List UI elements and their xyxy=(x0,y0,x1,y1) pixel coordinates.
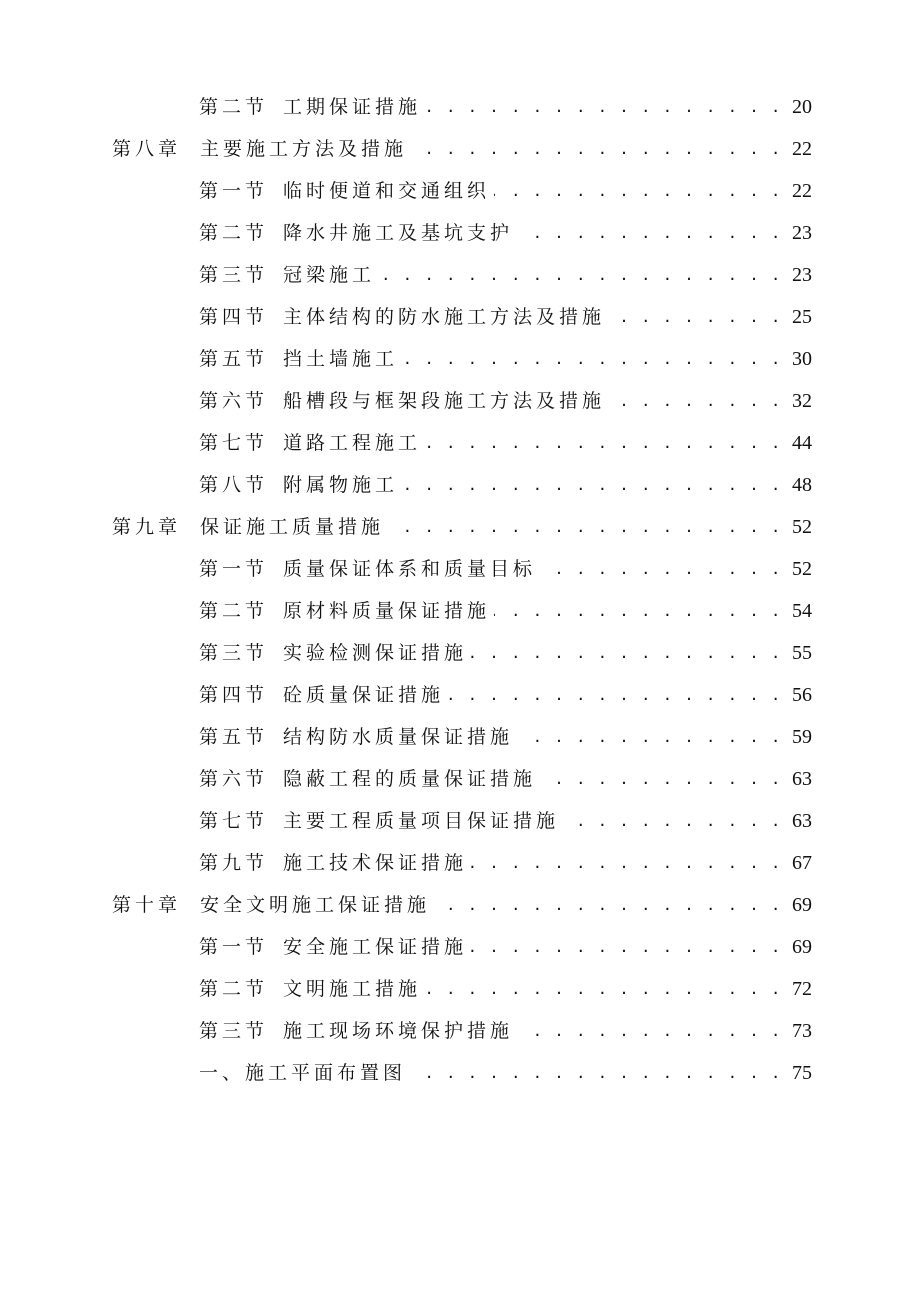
toc-entry-title: 主体结构的防水施工方法及措施 xyxy=(283,306,606,328)
toc-entry-number: 第五节 xyxy=(199,348,269,370)
toc-entry-page: 69 xyxy=(792,936,812,958)
toc-chapter-entry[interactable] xyxy=(0,884,812,926)
toc-leader-dots xyxy=(471,632,782,674)
toc-leader-dots xyxy=(388,506,782,548)
toc-entry-title: 附属物施工 xyxy=(283,474,399,496)
toc-entry-title: 临时便道和交通组织 xyxy=(283,180,491,202)
toc-entry-page: 22 xyxy=(792,138,812,160)
toc-leader-dots xyxy=(471,842,782,884)
toc-entry-title: 施工技术保证措施 xyxy=(283,852,468,874)
toc-entry-number: 第九章 xyxy=(112,516,182,538)
toc-leader-dots xyxy=(379,254,782,296)
toc-entry[interactable] xyxy=(0,842,812,884)
toc-leader-dots xyxy=(425,86,782,128)
toc-entry[interactable] xyxy=(0,170,812,212)
toc-entry-title: 原材料质量保证措施 xyxy=(283,600,491,622)
toc-subentry[interactable] xyxy=(0,1052,812,1094)
toc-entry-title: 道路工程施工 xyxy=(283,432,422,454)
toc-entry-page: 48 xyxy=(792,474,812,496)
toc-entry[interactable] xyxy=(0,968,812,1010)
toc-entry-page: 63 xyxy=(792,810,812,832)
toc-entry-page: 67 xyxy=(792,852,812,874)
toc-entry-page: 69 xyxy=(792,894,812,916)
toc-leader-dots xyxy=(402,464,782,506)
toc-entry[interactable] xyxy=(0,212,812,254)
toc-entry-number: 第三节 xyxy=(199,1020,269,1042)
toc-entry-page: 20 xyxy=(792,96,812,118)
toc-entry-page: 54 xyxy=(792,600,812,622)
toc-entry-page: 30 xyxy=(792,348,812,370)
toc-entry-title: 工期保证措施 xyxy=(283,96,422,118)
toc-entry-number: 第一节 xyxy=(199,558,269,580)
toc-entry-title: 文明施工措施 xyxy=(283,978,422,1000)
toc-leader-dots xyxy=(410,1052,782,1094)
toc-leader-dots xyxy=(540,548,782,590)
toc-leader-dots xyxy=(494,590,782,632)
toc-entry-page: 25 xyxy=(792,306,812,328)
toc-entry-page: 55 xyxy=(792,642,812,664)
toc-entry-title: 挡土墙施工 xyxy=(283,348,399,370)
toc-leader-dots xyxy=(448,674,782,716)
toc-entry[interactable] xyxy=(0,464,812,506)
toc-entry-title: 质量保证体系和质量目标 xyxy=(283,558,537,580)
toc-leader-dots xyxy=(471,926,782,968)
toc-entry[interactable] xyxy=(0,254,812,296)
toc-entry-number: 第六节 xyxy=(199,768,269,790)
toc-entry-page: 44 xyxy=(792,432,812,454)
toc-entry-page: 75 xyxy=(792,1062,812,1084)
toc-entry[interactable] xyxy=(0,926,812,968)
toc-entry-title: 主要工程质量项目保证措施 xyxy=(283,810,560,832)
toc-leader-dots xyxy=(434,884,782,926)
toc-chapter-entry[interactable] xyxy=(0,128,812,170)
toc-entry-number: 第二节 xyxy=(199,978,269,1000)
toc-entry-title: 砼质量保证措施 xyxy=(283,684,445,706)
toc-entry[interactable] xyxy=(0,800,812,842)
toc-entry-number: 第一节 xyxy=(199,180,269,202)
toc-entry-number: 第二节 xyxy=(199,222,269,244)
toc-leader-dots xyxy=(494,170,782,212)
toc-entry[interactable] xyxy=(0,758,812,800)
toc-leader-dots xyxy=(411,128,782,170)
toc-entry-page: 73 xyxy=(792,1020,812,1042)
toc-leader-dots xyxy=(517,716,782,758)
toc-entry-page: 32 xyxy=(792,390,812,412)
toc-leader-dots xyxy=(563,800,782,842)
toc-chapter-entry[interactable] xyxy=(0,506,812,548)
toc-leader-dots xyxy=(517,1010,782,1052)
toc-entry[interactable] xyxy=(0,296,812,338)
toc-entry-page: 23 xyxy=(792,264,812,286)
toc-entry[interactable] xyxy=(0,1010,812,1052)
toc-entry-title: 结构防水质量保证措施 xyxy=(283,726,514,748)
toc-leader-dots xyxy=(402,338,782,380)
toc-entry-number: 第八章 xyxy=(112,138,182,160)
toc-entry[interactable] xyxy=(0,548,812,590)
toc-entry-title: 冠梁施工 xyxy=(283,264,376,286)
toc-entry-page: 52 xyxy=(792,558,812,580)
toc-entry-number: 第四节 xyxy=(199,684,269,706)
toc-entry-page: 56 xyxy=(792,684,812,706)
toc-entry-number: 第四节 xyxy=(199,306,269,328)
toc-entry-title: 船槽段与框架段施工方法及措施 xyxy=(283,390,606,412)
toc-entry-title: 实验检测保证措施 xyxy=(283,642,468,664)
toc-entry-title: 施工现场环境保护措施 xyxy=(283,1020,514,1042)
toc-leader-dots xyxy=(425,968,782,1010)
toc-entry-number: 第三节 xyxy=(199,264,269,286)
toc-entry-page: 72 xyxy=(792,978,812,1000)
toc-entry-number: 第六节 xyxy=(199,390,269,412)
toc-entry[interactable] xyxy=(0,422,812,464)
toc-entry-number: 第一节 xyxy=(199,936,269,958)
toc-entry-number: 第七节 xyxy=(199,432,269,454)
toc-leader-dots xyxy=(609,380,782,422)
toc-entry[interactable] xyxy=(0,716,812,758)
toc-entry[interactable] xyxy=(0,380,812,422)
toc-entry-number: 第九节 xyxy=(199,852,269,874)
toc-entry-number: 第三节 xyxy=(199,642,269,664)
toc-entry-number: 第七节 xyxy=(199,810,269,832)
toc-entry-title: 降水井施工及基坑支护 xyxy=(283,222,514,244)
toc-entry-page: 63 xyxy=(792,768,812,790)
table-of-contents xyxy=(0,86,920,1094)
toc-entry[interactable] xyxy=(0,338,812,380)
toc-leader-dots xyxy=(425,422,782,464)
toc-entry-page: 22 xyxy=(792,180,812,202)
toc-entry[interactable] xyxy=(0,86,812,128)
toc-entry[interactable] xyxy=(0,632,812,674)
toc-entry-title: 保证施工质量措施 xyxy=(200,516,385,538)
toc-leader-dots xyxy=(517,212,782,254)
toc-leader-dots xyxy=(540,758,782,800)
toc-entry[interactable] xyxy=(0,674,812,716)
toc-entry-title: 隐蔽工程的质量保证措施 xyxy=(283,768,537,790)
toc-entry-title: 安全施工保证措施 xyxy=(283,936,468,958)
toc-entry-number: 第二节 xyxy=(199,96,269,118)
toc-entry-title: 安全文明施工保证措施 xyxy=(200,894,431,916)
toc-entry-number: 第十章 xyxy=(112,894,182,916)
toc-entry-page: 52 xyxy=(792,516,812,538)
toc-entry-page: 23 xyxy=(792,222,812,244)
toc-entry-number: 第八节 xyxy=(199,474,269,496)
toc-entry-title: 一、施工平面布置图 xyxy=(199,1062,407,1084)
toc-entry-title: 主要施工方法及措施 xyxy=(200,138,408,160)
toc-leader-dots xyxy=(609,296,782,338)
toc-entry-page: 59 xyxy=(792,726,812,748)
toc-entry-number: 第五节 xyxy=(199,726,269,748)
toc-entry[interactable] xyxy=(0,590,812,632)
toc-entry-number: 第二节 xyxy=(199,600,269,622)
